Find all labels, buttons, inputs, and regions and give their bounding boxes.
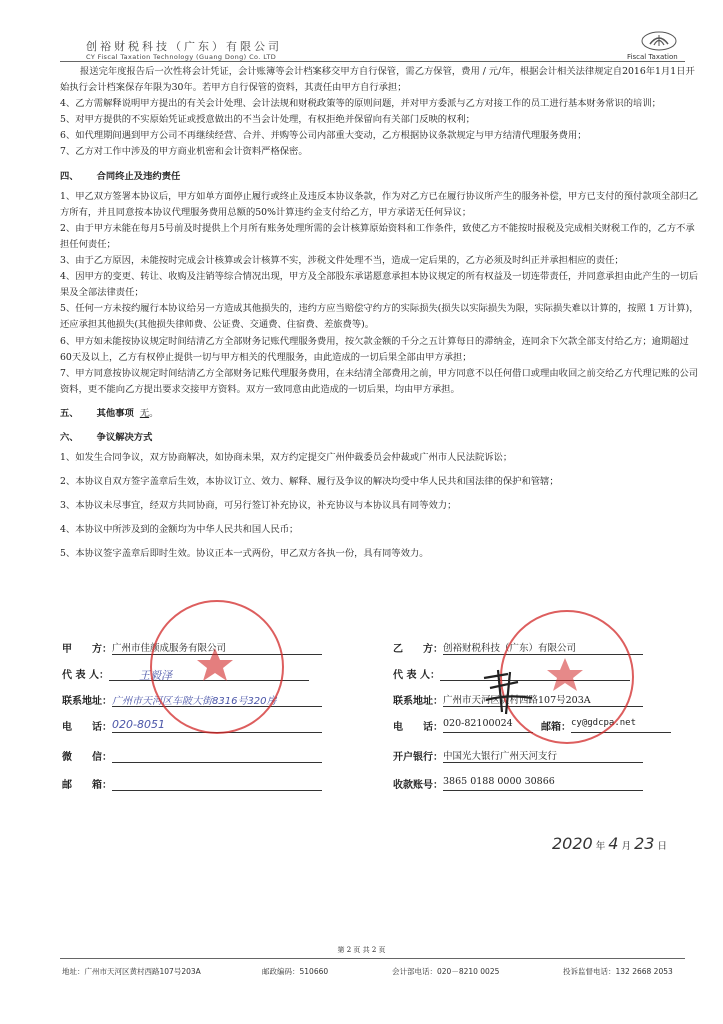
clause-text: 4、乙方需解释说明甲方提出的有关会计处理、会计法规和财税政策等的原则问题，并对甲方委派与乙方对接工作的员工进行基本财务常识的培训； [60,98,661,110]
header-divider [60,61,685,62]
party-a-rep-signature: 王毅泽 [109,667,309,681]
mailbox-label: 邮 [62,780,72,791]
phone-label: 电 [393,722,403,733]
signing-date [552,834,667,853]
section-title: 争议解决方式 [96,431,153,443]
party-b-label: 方： [423,644,443,655]
clause-text: 5、任何一方未按约履行本协议给另一方造成其他损失的，违约方应当赔偿守约方的实际损失(损失以实际损失为限，实际损失难以计算的，按照 1 万计算)，还应承担其他损失(其他损失律师费、公证费、交通费、住宿费、差旅费等)。 [60,303,699,331]
clause-text: 4、本协议中所涉及到的金额均为中华人民共和国人民币； [60,524,299,536]
party-a-label: 甲 [62,644,72,655]
party-b-signature-icon [478,668,538,716]
footer-postcode: 邮政编码：510660 [262,967,329,976]
party-b-phone: 020-82100024 [443,718,533,733]
clause-text: 5、对甲方提供的不实原始凭证或授意做出的不当会计处理，有权拒绝并保留向有关部门反映的权利； [60,114,475,126]
party-a-address: 广州市天河区车陂大街8316号320房 [112,692,322,707]
header-company-cn: 创裕财税科技（广东）有限公司 [86,40,282,53]
period: 。 [149,407,159,419]
party-a-name: 广州市佳颜成服务有限公司 [112,640,322,655]
footer-phone: 会计部电话：020－8210 0025 [392,967,500,976]
party-a-mailbox [112,776,322,791]
wechat-label: 信： [92,752,112,763]
footer-complaint-phone: 投诉监督电话：132 2668 2053 [563,967,673,976]
date-year: 2020 [552,834,593,853]
section-6-heading [60,430,700,446]
footer-divider [60,958,685,959]
date-unit: 年 [595,841,606,852]
clause-text: 7、乙方对工作中涉及的甲方商业机密和会计资料严格保密。 [60,146,308,158]
section-number: 六、 [60,431,79,443]
section-number: 四、 [60,170,79,182]
clause-text: 2、由于甲方未能在每月5号前及时提供上个月所有账务处理所需的会计核算原始资料和工作条件，致使乙方不能按时报税及完成相关财税工作的，乙方不承担任何责任； [60,222,695,250]
address-label: 联系地址： [62,696,112,707]
party-a-company-seal [150,600,284,734]
party-b-account: 3865 0188 0000 30866 [443,776,643,791]
phone-label: 话： [92,722,112,733]
clause-text: 6、甲方如未能按协议规定时间结清乙方全部财务记账代理服务费用，按欠款金额的千分之五计算每日的滞纳金，连同余下欠款全部支付给乙方；逾期超过60天及以上，乙方有权停止提供一切与甲方相关的代理服务，由此造成的一切后果全部由甲方承担； [60,335,689,363]
section-number: 五、 [60,407,79,419]
clause-text: 5、本协议签字盖章后即时生效。协议正本一式两份，甲乙双方各执一份，具有同等效力。 [60,548,429,560]
mailbox-label: 箱： [92,780,112,791]
page-number: 第 2 页 共 2 页 [337,946,386,954]
party-b-name: 创裕财税科技（广东）有限公司 [443,640,643,655]
clause-text: 报送完年度报告后一次性将会计凭证，会计账簿等会计档案移交甲方自行保管，需乙方保管，费用 / 元/年，根据会计相关法律规定自2016年1月1日开始执行会计档案保存年限为30年。若甲方自行保管的资料，其责任由甲方自行承担； [60,66,695,94]
bank-label: 开户银行： [393,752,443,763]
section-title: 其他事项 [96,407,134,419]
section-5-heading [60,406,700,422]
other-matters-value: 无 [139,407,150,419]
rep-label: 代 表 人： [62,670,109,681]
account-label: 收款账号： [393,780,443,791]
party-b-email: cy@gdcpa.net [571,718,671,733]
section-title: 合同终止及违约责任 [96,170,181,182]
wechat-label: 微 [62,752,72,763]
clause-text: 6、如代理期间遇到甲方公司不再继续经营、合并、并购等公司内部重大变动，乙方根据协议条款规定与甲方结清代理服务费用； [60,130,587,142]
contract-body [60,64,700,563]
email-label: 邮箱： [541,722,571,733]
footer-address: 地址：广州市天河区黄村西路107号203A [62,967,201,976]
clause-text: 7、甲方同意按协议规定时间结清乙方全部财务记账代理服务费用，在未结清全部费用之前，甲方同意不以任何借口或理由收回之前交给乙方代理记账的公司资料，更不能向乙方提出要求交接甲方资料。双方一致同意由此造成的一切后果，均由甲方承担。 [60,367,699,395]
address-label: 联系地址： [393,696,443,707]
clause-text: 3、由于乙方原因，未能按时完成会计核算或会计核算不实，涉税文件处理不当，造成一定后果的，乙方必须及时纠正并承担相应的责任； [60,255,624,267]
seal-star-icon [150,600,280,730]
clause-text: 4、因甲方的变更、转让、收购及注销等综合情况出现，甲方及全部股东承诺愿意承担本协议规定的所有权益及一切连带责任，并同意承担由此产生的一切后果及全部法律责任； [60,271,699,299]
rep-label: 代 表 人： [393,670,440,681]
party-a-label: 方： [92,644,112,655]
date-day: 23 [634,834,655,853]
clause-text: 3、本协议未尽事宜，经双方共同协商，可另行签订补充协议，补充协议与本协议具有同等效力； [60,500,457,512]
party-a-wechat [112,748,322,763]
section-4-heading [60,169,700,185]
clause-text: 1、如发生合同争议，双方协商解决，如协商未果，双方约定提交广州仲裁委员会仲裁或广州市人民法院诉讼； [60,452,513,464]
date-month: 4 [608,834,619,853]
clause-text: 2、本协议自双方签字盖章后生效，本协议订立、效力、解释、履行及争议的解决均受中华人民共和国法律的保护和管辖； [60,476,559,488]
date-unit: 月 [621,841,632,852]
phone-label: 电 [62,722,72,733]
party-a-phone: 020-8051 [112,718,322,733]
logo-text: Fiscal Taxation [627,53,678,61]
fiscal-taxation-logo-icon [640,30,678,52]
party-b-label: 乙 [393,644,403,655]
party-b-address: 广州市天河区黄村西路107号203A [443,692,643,707]
date-unit: 日 [657,841,667,852]
clause-text: 1、甲乙双方签署本协议后，甲方如单方面停止履行或终止及违反本协议条款，作为对乙方已在履行协议所产生的服务补偿，甲方已支付的预付款项全部归乙方所有，并且同意按本协议代理服务费用总额的50%计算违约金支付给乙方，甲方承诺无任何异议； [60,190,699,218]
phone-label: 话： [423,722,443,733]
party-b-bank: 中国光大银行广州天河支行 [443,748,643,763]
header-company-en: CY Fiscal Taxation Technology (Guang Dong) Co. LTD [86,53,277,61]
